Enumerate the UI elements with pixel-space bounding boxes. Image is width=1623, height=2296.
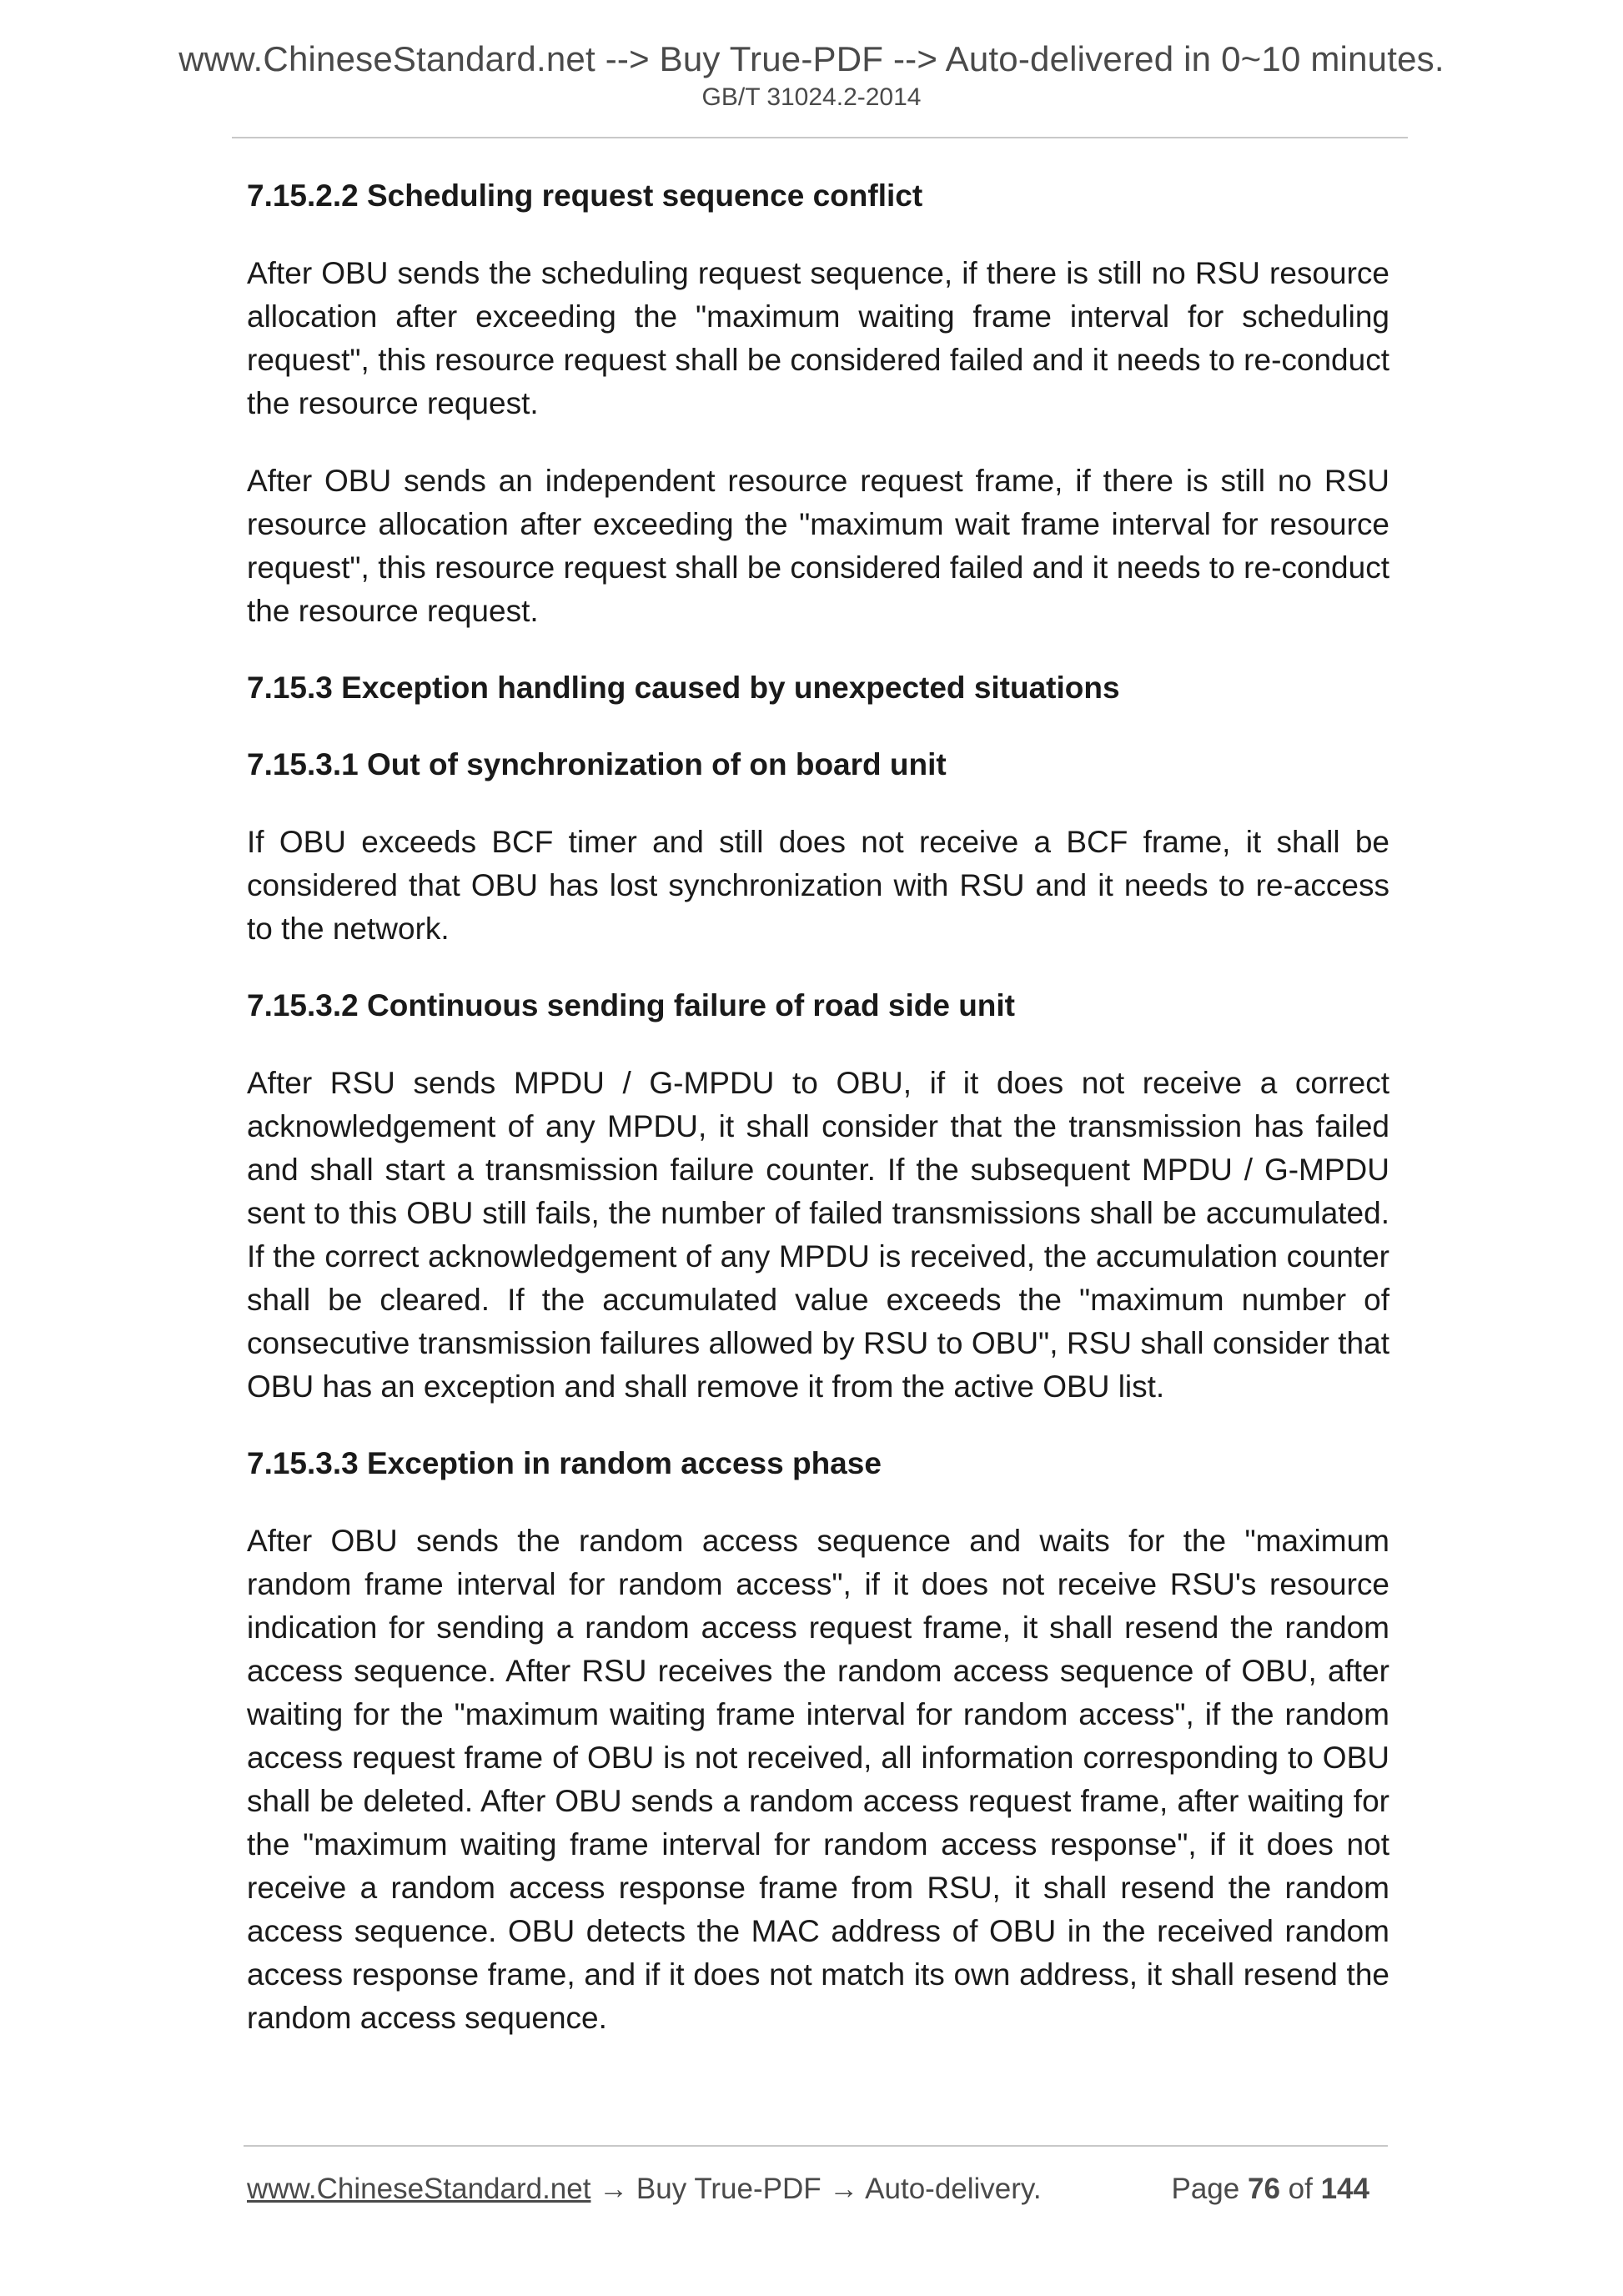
- page-label: Page: [1171, 2173, 1240, 2205]
- section-heading-7-15-2-2: 7.15.2.2 Scheduling request sequence conflict: [247, 178, 923, 213]
- footer-buy-text: → Buy True-PDF: [590, 2173, 830, 2205]
- paragraph: After OBU sends the scheduling request sequence, if there is still no RSU resource allocation after exceeding the "maximum waiting frame interval for scheduling request", this resource request shall be considered failed and it needs to re-conduct the resource request.: [247, 256, 1389, 420]
- paragraph: After OBU sends an independent resource request frame, if there is still no RSU resource allocation after exceeding the "maximum wait frame interval for resource request", this resource request shall be considered failed and it needs to re-conduct the resource request.: [247, 464, 1389, 628]
- section-heading-7-15-3-3: 7.15.3.3 Exception in random access phase: [247, 1446, 882, 1480]
- section-heading-7-15-3-1: 7.15.3.1 Out of synchronization of on board unit: [247, 747, 947, 781]
- page-footer: [247, 2168, 1389, 2210]
- footer-delivery-text: → Auto-delivery.: [829, 2173, 1042, 2205]
- paragraph: After OBU sends the random access sequence and waits for the "maximum random frame interval for random access", if it does not receive RSU's resource indication for sending a random access request frame, it shall resend the random access sequence. After RSU receives the random access sequence of OBU, after waiting for the "maximum waiting frame interval for random access", if the random access request frame of OBU is not received, all information corresponding to OBU shall be deleted. After OBU sends a random access request frame, after waiting for the "maximum waiting frame interval for random access response", if it does not receive a random access response frame from RSU, it shall resend the random access sequence. OBU detects the MAC address of OBU in the received random access response frame, and if it does not match its own address, it shall resend the random access sequence.: [247, 1524, 1389, 2035]
- paragraph: After RSU sends MPDU / G-MPDU to OBU, if it does not receive a correct acknowledgement of any MPDU, it shall consider that the transmission has failed and shall start a transmission failure counter. If the subsequent MPDU / G-MPDU sent to this OBU still fails, the number of failed transmissions shall be accumulated. If the correct acknowledgement of any MPDU is received, the accumulation counter shall be cleared. If the accumulated value exceeds the "maximum number of consecutive transmission failures allowed by RSU to OBU", RSU shall consider that OBU has an exception and shall remove it from the active OBU list.: [247, 1066, 1389, 1404]
- section-heading-7-15-3-2: 7.15.3.2 Continuous sending failure of road side unit: [247, 988, 1016, 1022]
- section-heading-7-15-3: 7.15.3 Exception handling caused by unexpected situations: [247, 671, 1120, 705]
- header-divider: [232, 137, 1408, 138]
- page-body: [247, 175, 1389, 2074]
- footer-site-link[interactable]: www.ChineseStandard.net: [247, 2173, 591, 2205]
- top-banner[interactable]: www.ChineseStandard.net --> Buy True-PDF --> Auto-delivered in 0~10 minutes.: [178, 39, 1445, 78]
- paragraph: If OBU exceeds BCF timer and still does not receive a BCF frame, it shall be considered that OBU has lost synchronization with RSU and it needs to re-access to the network.: [247, 825, 1389, 946]
- of-label: of: [1288, 2173, 1313, 2205]
- footer-divider: [244, 2145, 1388, 2147]
- page-indicator: [1172, 2168, 1370, 2210]
- page-total: 144: [1320, 2173, 1369, 2205]
- document-id: GB/T 31024.2-2014: [701, 83, 922, 111]
- page-number: 76: [1247, 2173, 1280, 2205]
- footer-links: [247, 2168, 1042, 2210]
